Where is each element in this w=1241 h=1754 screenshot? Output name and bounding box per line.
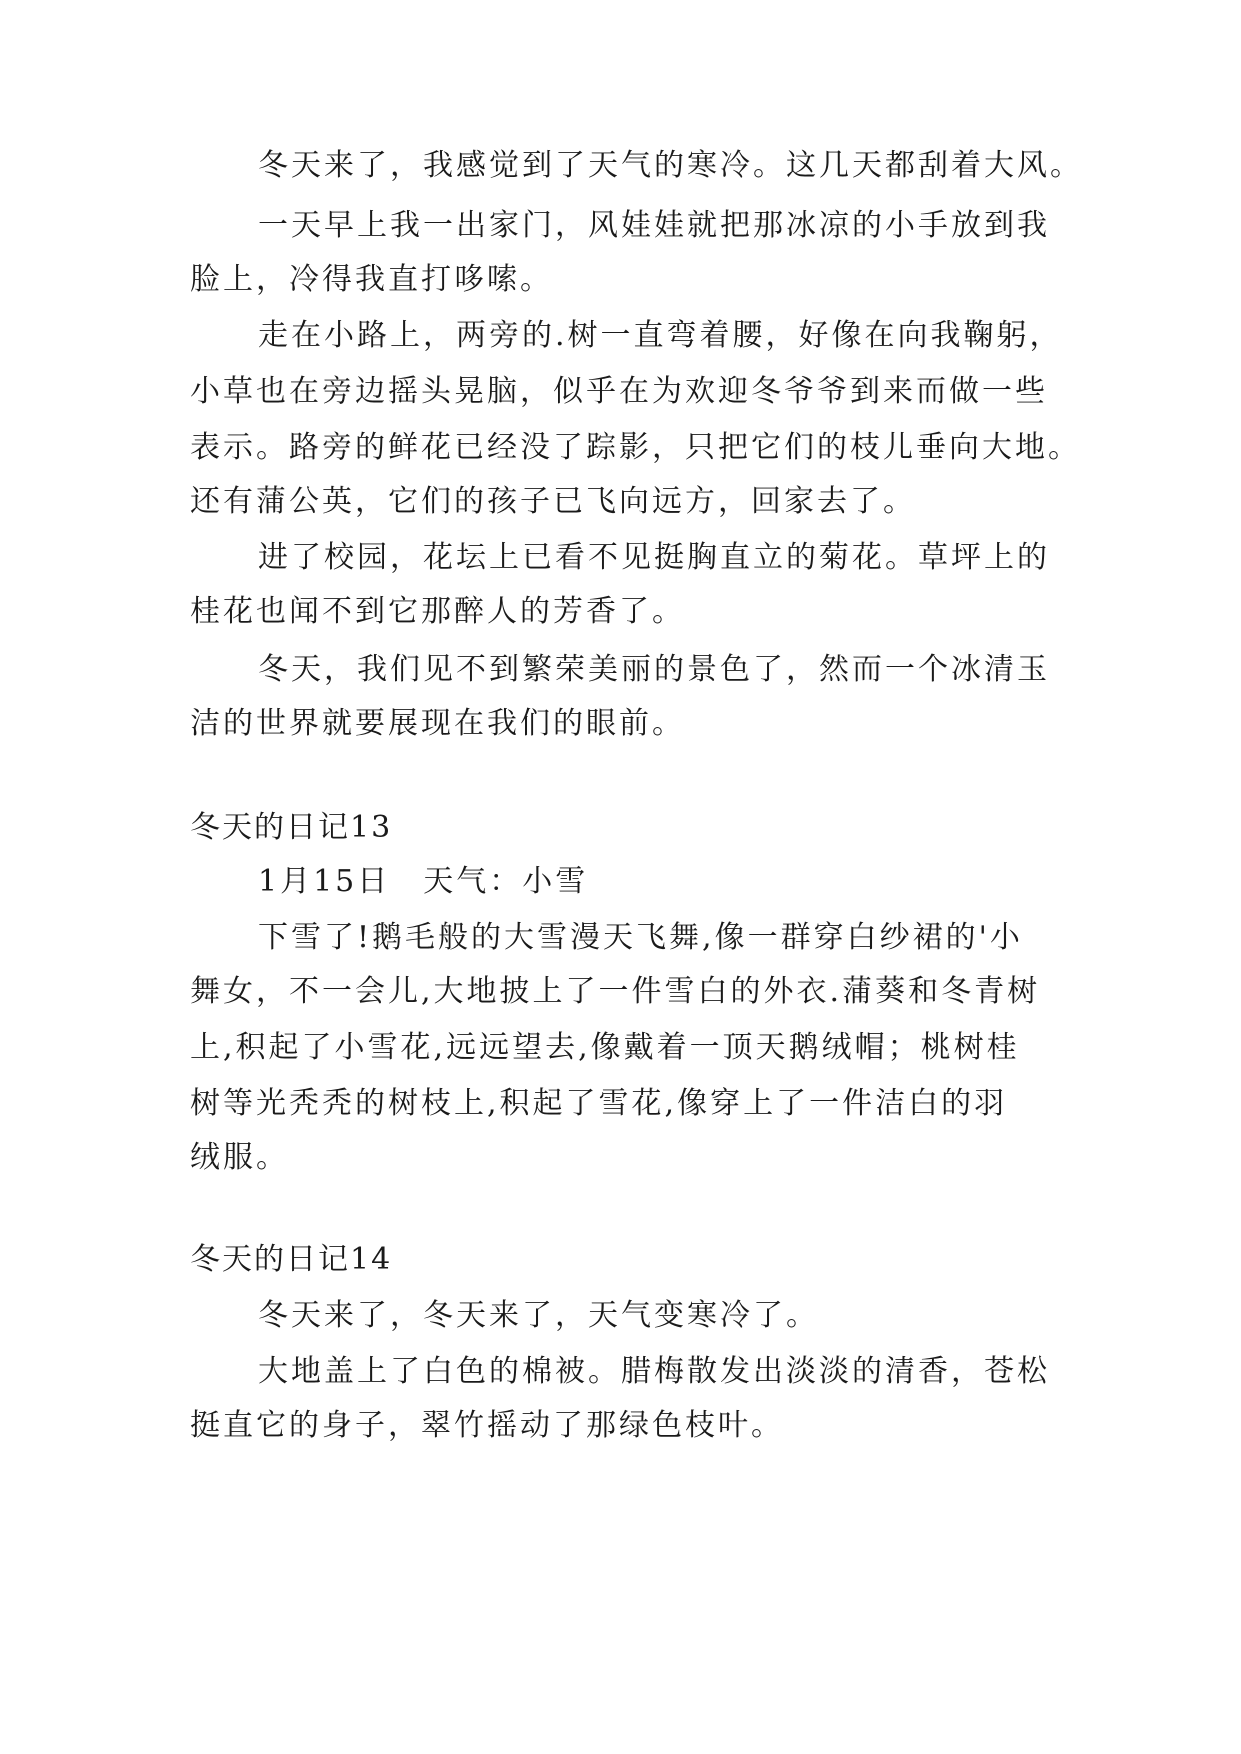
paragraph-line: 下雪了!鹅毛般的大雪漫天飞舞,像一群穿白纱裙的'小	[258, 920, 1023, 955]
section-title: 冬天的日记13	[190, 810, 393, 845]
paragraph-line: 舞女，不一会儿,大地披上了一件雪白的外衣.蒲葵和冬青树	[190, 974, 1041, 1009]
paragraph-line: 冬天来了，我感觉到了天气的寒冷。这几天都刮着大风。	[258, 148, 1083, 183]
paragraph-line: 冬天来了，冬天来了，天气变寒冷了。	[258, 1298, 819, 1333]
paragraph-line: 还有蒲公英，它们的孩子已飞向远方，回家去了。	[190, 484, 916, 519]
paragraph-line: 树等光秃秃的树枝上,积起了雪花,像穿上了一件洁白的羽	[190, 1086, 1008, 1121]
paragraph-line: 大地盖上了白色的棉被。腊梅散发出淡淡的清香，苍松	[258, 1354, 1050, 1389]
paragraph-line: 走在小路上，两旁的.树一直弯着腰，好像在向我鞠躬，	[258, 318, 1063, 353]
section-title: 冬天的日记14	[190, 1242, 393, 1277]
paragraph-line: 一天早上我一出家门，风娃娃就把那冰凉的小手放到我	[258, 208, 1050, 243]
paragraph-line: 冬天，我们见不到繁荣美丽的景色了，然而一个冰清玉	[258, 652, 1050, 687]
paragraph-line: 洁的世界就要展现在我们的眼前。	[190, 706, 685, 741]
paragraph-line: 表示。路旁的鲜花已经没了踪影，只把它们的枝儿垂向大地。	[190, 430, 1081, 465]
paragraph-line: 小草也在旁边摇头晃脑，似乎在为欢迎冬爷爷到来而做一些	[190, 374, 1048, 409]
paragraph-line: 上,积起了小雪花,远远望去,像戴着一顶天鹅绒帽；桃树桂	[190, 1030, 1020, 1065]
paragraph-line: 进了校园，花坛上已看不见挺胸直立的菊花。草坪上的	[258, 540, 1050, 575]
paragraph-line: 脸上，冷得我直打哆嗦。	[190, 262, 553, 297]
date-weather-line: 1月15日 天气：小雪	[258, 864, 589, 899]
paragraph-line: 桂花也闻不到它那醉人的芳香了。	[190, 594, 685, 629]
paragraph-line: 绒服。	[190, 1140, 289, 1175]
paragraph-line: 挺直它的身子，翠竹摇动了那绿色枝叶。	[190, 1408, 784, 1443]
